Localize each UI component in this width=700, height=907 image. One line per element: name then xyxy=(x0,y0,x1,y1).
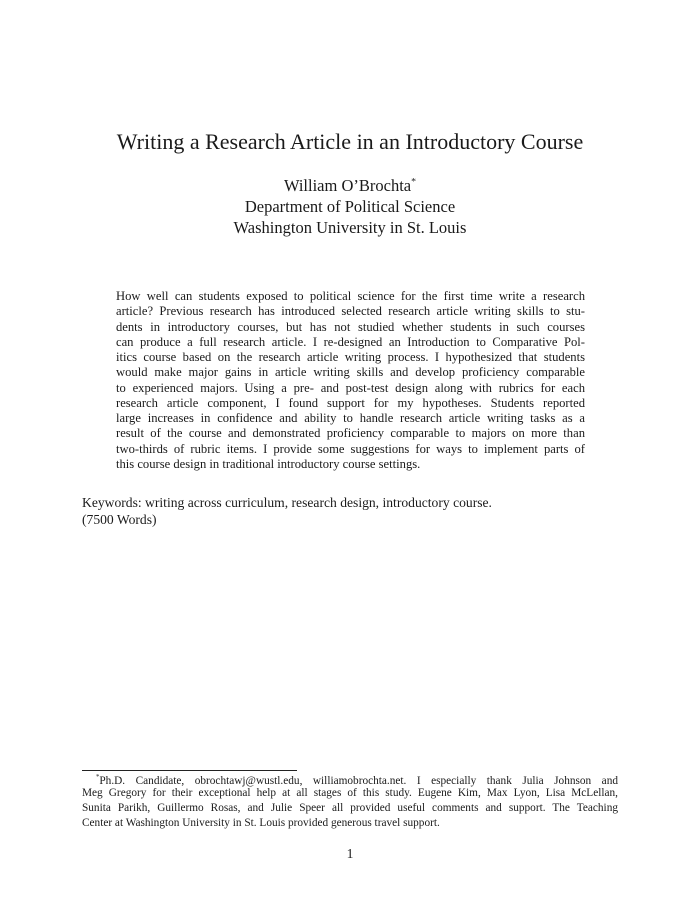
abstract-line: research article component, I found support for my hypotheses. Students reported xyxy=(116,395,585,410)
footnote-mark: * xyxy=(96,774,100,781)
footnote-line: Sunita Parikh, Guillermo Rosas, and Julie Speer all provided useful comments and support. The Teaching xyxy=(82,802,618,814)
author-university: Washington University in St. Louis xyxy=(233,218,467,237)
author-name-text: William O’Brochta xyxy=(283,176,412,195)
abstract-line: can produce a full research article. I re-designed an Introduction to Comparative Pol- xyxy=(116,334,585,349)
abstract-line: would make major gains in article writing skills and develop proficiency comparable xyxy=(116,365,585,380)
abstract-line: large increases in confidence and ability to handle research article writing tasks as a xyxy=(116,411,585,425)
footnote-line: Meg Gregory for their exceptional help at all stages of this study. Eugene Kim, Max Lyon, Lisa McLellan, xyxy=(82,787,618,799)
abstract-line: to experienced majors. Using a pre- and post-test design along with rubrics for each xyxy=(116,380,585,395)
page-number: 1 xyxy=(346,846,354,861)
footnote-line: Center at Washington University in St. Louis provided generous travel support. xyxy=(82,817,440,829)
footnote-mark: * xyxy=(411,176,417,188)
keywords: Keywords: writing across curriculum, research design, introductory course. xyxy=(82,495,492,510)
author-department: Department of Political Science xyxy=(244,197,456,216)
abstract-line: two-thirds of rubric items. I provide some suggestions for ways to implement parts of xyxy=(116,441,585,456)
abstract-line: dents in introductory courses, but has not studied whether students in such courses xyxy=(116,319,585,334)
author-name xyxy=(0,176,700,196)
abstract-line: result of the course and demonstrated proficiency comparable to majors on more than xyxy=(116,426,585,441)
abstract-line: article? Previous research has introduced selected research article writing skills to stu- xyxy=(116,304,585,319)
abstract-line: this course design in traditional introductory course settings. xyxy=(116,456,421,471)
abstract-line: itics course based on the research article writing process. I hypothesized that students xyxy=(116,350,585,364)
word-count: (7500 Words) xyxy=(82,512,157,527)
paper-title: Writing a Research Article in an Introductory Course xyxy=(116,129,584,154)
abstract-line: How well can students exposed to political science for the first time write a research xyxy=(116,289,585,303)
footnote-text: Ph.D. Candidate, obrochtawj@wustl.edu, williamobrochta.net. I especially thank Julia Johnson and xyxy=(99,774,618,787)
